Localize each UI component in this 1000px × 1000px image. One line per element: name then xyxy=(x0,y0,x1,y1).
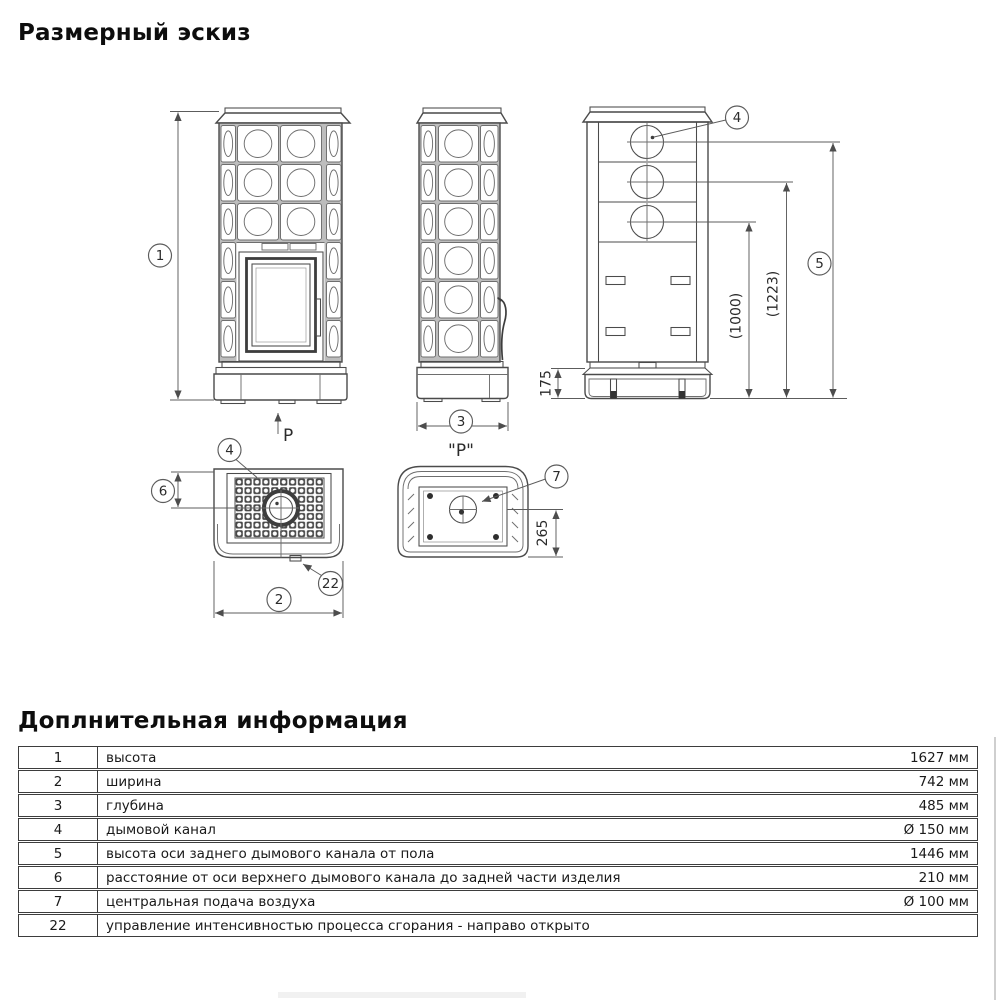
stove-door xyxy=(239,252,323,361)
row-description: расстояние от оси верхнего дымового канала до задней части изделия xyxy=(106,869,621,886)
row-description: ширина xyxy=(106,773,162,790)
page-title: Размерный эскиз xyxy=(18,20,251,46)
callout-flue-axis: 5 xyxy=(815,256,824,273)
row-value: 1446 мм xyxy=(909,845,969,862)
callout-combustion-control-label: 22 xyxy=(321,576,340,593)
row-number: 1 xyxy=(19,747,98,768)
callout-flue-offset: 6 xyxy=(158,483,168,500)
top-view xyxy=(214,469,343,561)
table-row xyxy=(18,818,978,841)
row-value: 210 мм xyxy=(918,869,969,886)
callout-height: 1 xyxy=(155,248,165,265)
row-value: 485 мм xyxy=(918,797,969,814)
rear-view xyxy=(583,107,712,399)
row-value: 742 мм xyxy=(918,773,969,790)
central-air-inlet xyxy=(449,496,477,523)
callout-flue-label: 4 xyxy=(732,110,742,127)
callout-flue-top xyxy=(218,439,257,478)
dimension-flue-axis-5 xyxy=(664,142,847,399)
p-view-title: "P" xyxy=(448,441,474,461)
callout-width: 2 xyxy=(274,592,284,609)
row-number: 5 xyxy=(19,843,98,864)
dimension-depth xyxy=(417,402,508,433)
side-view xyxy=(417,108,508,402)
dim-1000-label: (1000) xyxy=(728,292,745,340)
row-value: Ø 100 мм xyxy=(903,893,969,910)
row-number: 7 xyxy=(19,891,98,912)
view-p-arrow xyxy=(278,413,293,446)
callout-air-supply-label: 7 xyxy=(552,469,561,486)
dimension-base-height xyxy=(539,369,586,399)
dim-1223-label: (1223) xyxy=(765,270,782,318)
table-row xyxy=(18,890,978,913)
p-arrow-label: P xyxy=(283,426,294,446)
info-table xyxy=(18,746,978,938)
bottom-view-p xyxy=(398,441,528,557)
row-value: Ø 150 мм xyxy=(903,821,969,838)
row-description: дымовой канал xyxy=(106,821,216,838)
row-number: 4 xyxy=(19,819,98,840)
top-flue-opening xyxy=(263,490,299,526)
table-row xyxy=(18,866,978,889)
callout-flue-label: 4 xyxy=(225,442,234,459)
bottom-scroll-hint-bar xyxy=(278,992,526,998)
flue-outlet-bottom xyxy=(627,203,667,241)
row-value: 1627 мм xyxy=(909,749,969,766)
section-title: Доплнительная информация xyxy=(18,708,408,734)
row-number: 2 xyxy=(19,771,98,792)
dimension-height xyxy=(149,112,220,401)
table-row xyxy=(18,842,978,865)
row-description: высота xyxy=(106,749,157,766)
row-number: 3 xyxy=(19,795,98,816)
row-description: высота оси заднего дымового канала от пола xyxy=(106,845,435,862)
side-door-handle xyxy=(500,299,506,360)
table-row xyxy=(18,914,978,937)
front-view xyxy=(214,108,350,404)
dim-265-label: 265 xyxy=(535,519,551,547)
row-number: 22 xyxy=(19,915,98,936)
row-description: управление интенсивностью процесса сгорания - направо открыто xyxy=(106,917,590,934)
table-row xyxy=(18,794,978,817)
table-row xyxy=(18,770,978,793)
callout-depth: 3 xyxy=(456,414,466,431)
flue-outlet-middle xyxy=(627,163,667,201)
row-description: центральная подача воздуха xyxy=(106,893,316,910)
dim-175-label: 175 xyxy=(538,370,555,397)
row-number: 6 xyxy=(19,867,98,888)
table-row xyxy=(18,746,978,769)
flue-outlet-top xyxy=(627,123,667,161)
dimension-air-supply-offset xyxy=(507,510,563,558)
dimensional-drawing xyxy=(0,85,1000,637)
combustion-control-lever xyxy=(290,556,301,562)
row-description: глубина xyxy=(106,797,164,814)
callout-combustion-control xyxy=(303,564,343,596)
page-edge-line xyxy=(994,737,996,1000)
